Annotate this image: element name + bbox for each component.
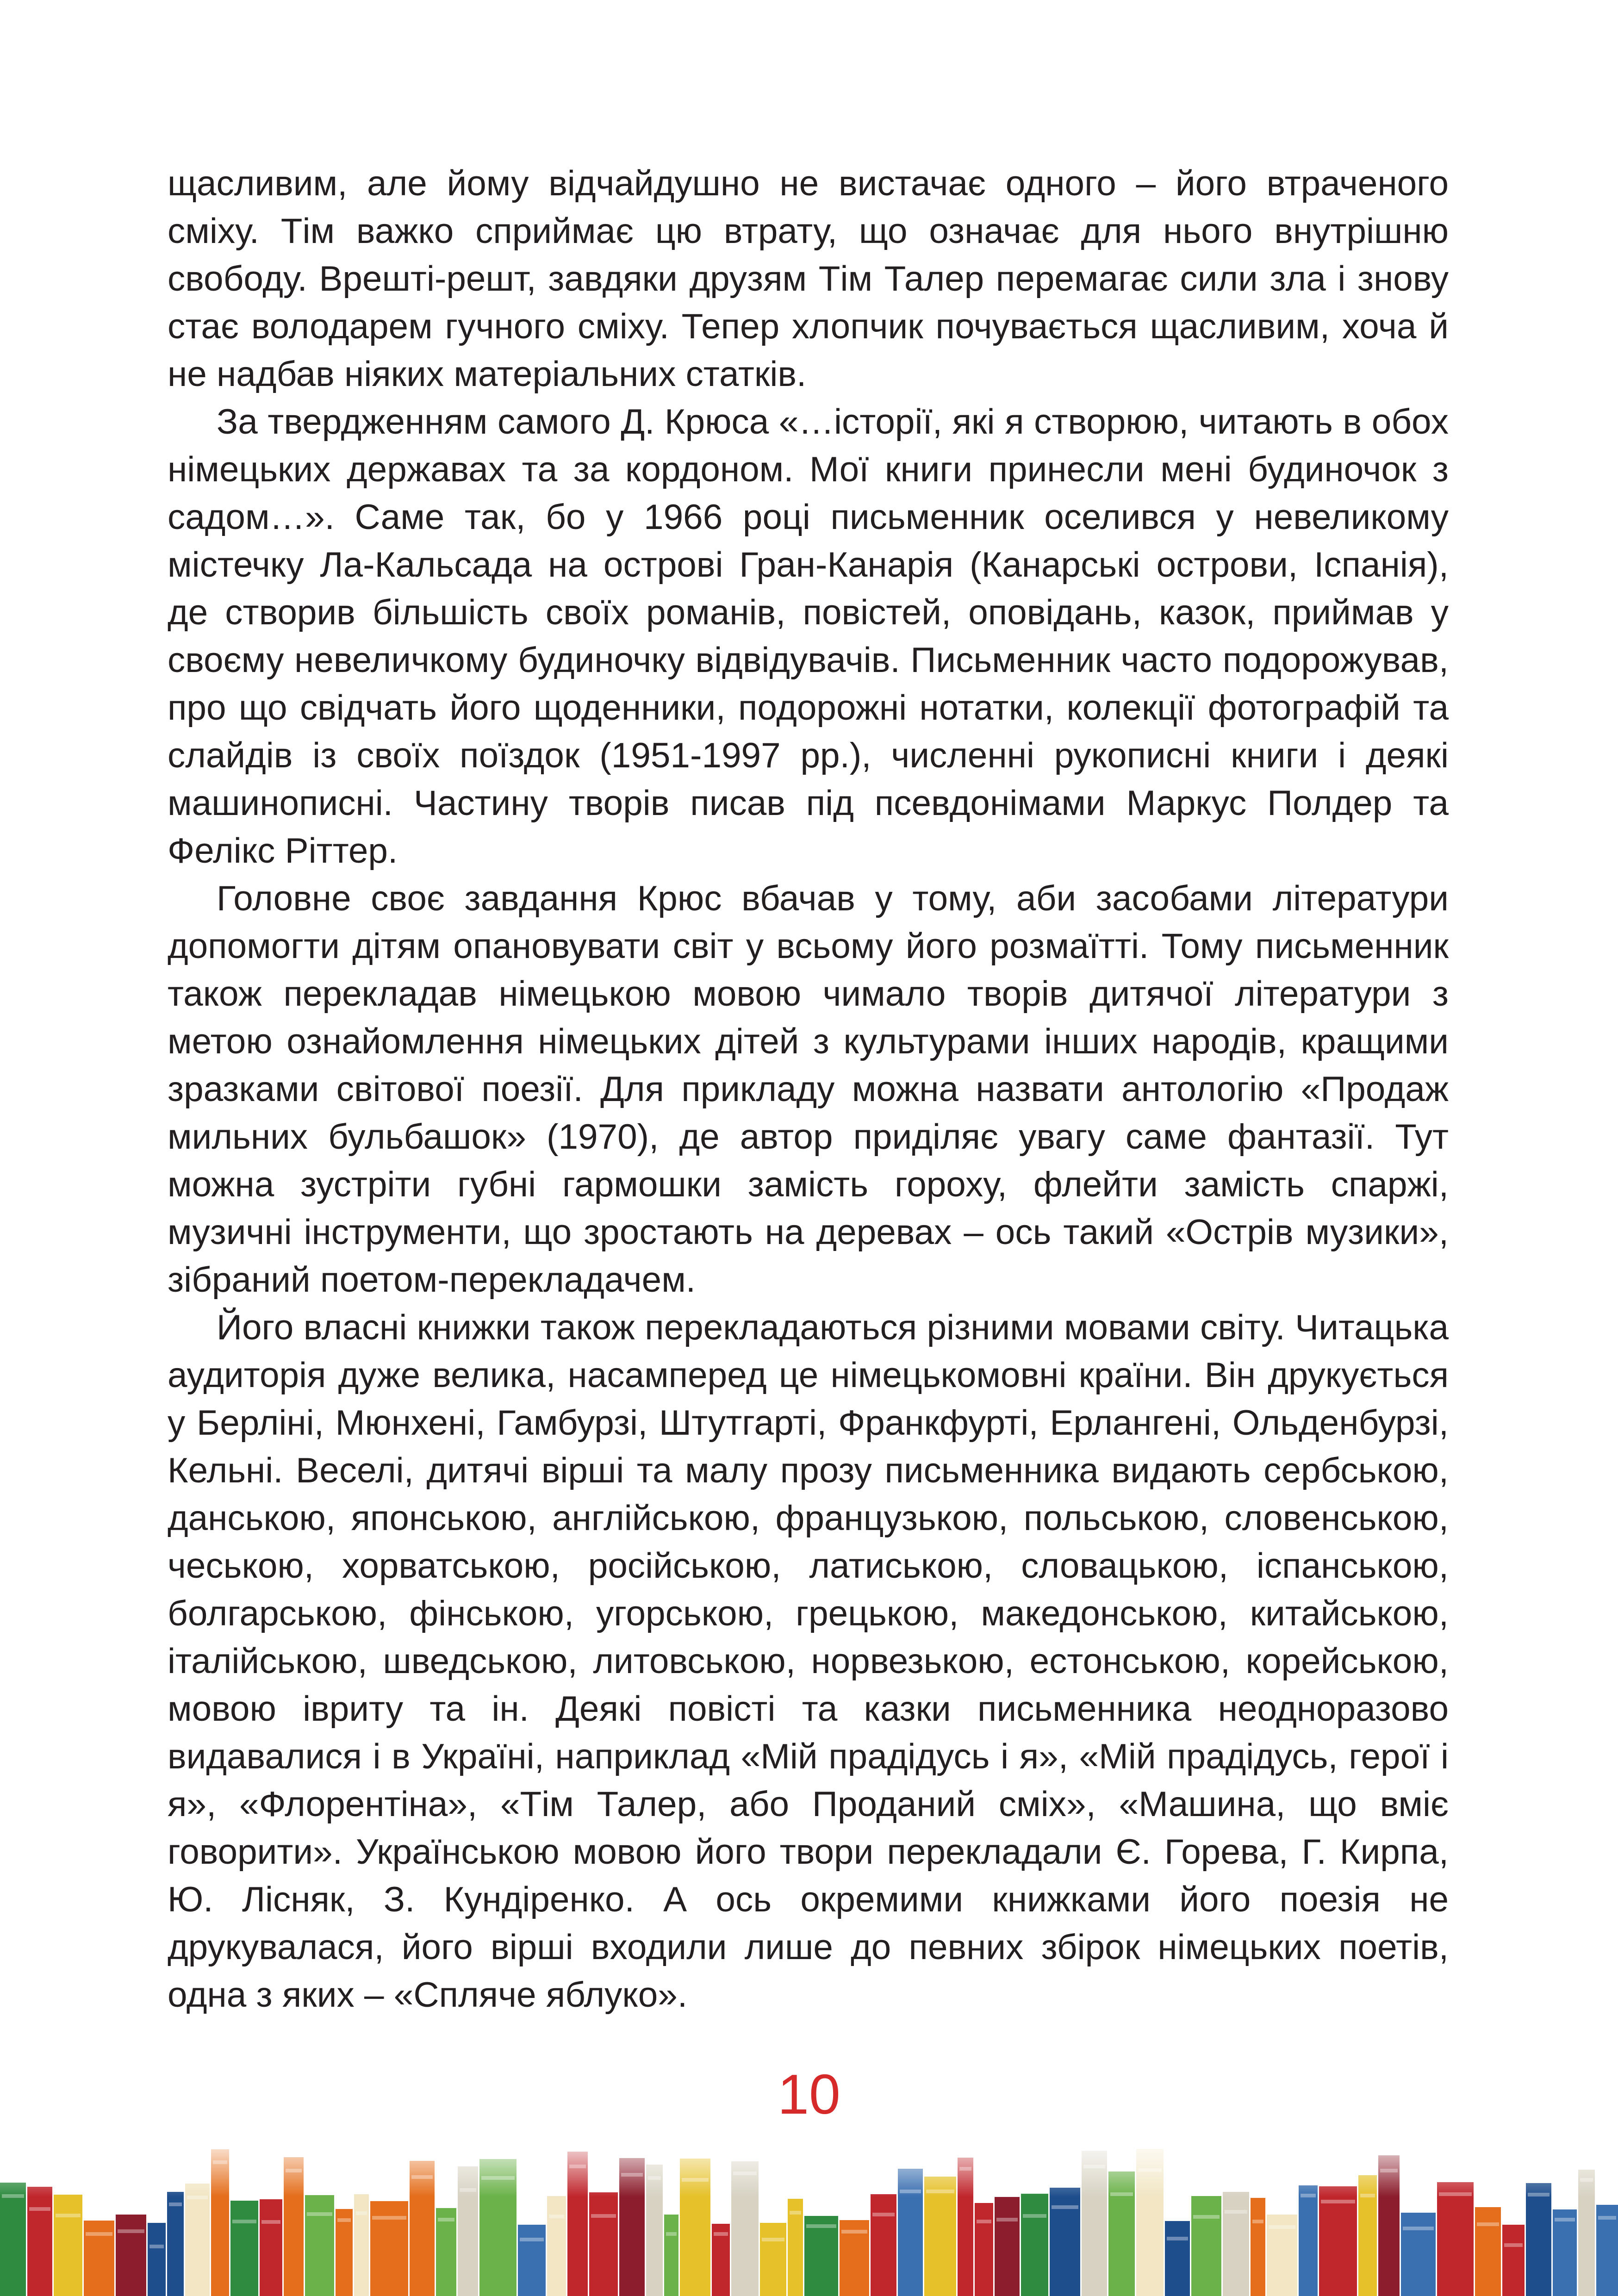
paragraph-3: Головне своє завдання Крюс вбачав у тому, аби засобами літератури допомогти дітям опановувати світ у всьому його розмаїтті. Тому письменник також перекладав німецькою мовою чимало творів дитячої літератури з метою ознайомлення німецьких дітей з культурами інших народів, кращими зразками світової поезії. Для прикладу можна назвати антологію «Продаж мильних бульбашок» (1970), де автор приділяє увагу саме фантазії. Тут можна зустріти губні гармошки замість гороху, флейти замість спаржі, музичні інструменти, що зростають на деревах – ось такий «Острів музики», зібраний поетом-перекладачем.: [168, 879, 1449, 1300]
bookshelf-decoration: [0, 2143, 1618, 2296]
paragraph-1: щасливим, але йому відчайдушно не вистачає одного – його втраченого сміху. Тім важко сприймає цю втрату, що означає для нього внутрішню свободу. Врешті-решт, завдяки друзям Тім Талер перемагає сили зла і знову стає володарем гучного сміху. Тепер хлопчик почувається щасливим, хоча й не надбав ніяких матеріальних статків.: [168, 164, 1449, 394]
paragraph-2: За твердженням самого Д. Крюса «…історії, які я створюю, читають в обох німецьких державах та за кордоном. Мої книги принесли мені будиночок з садом…». Саме так, бо у 1966 році письменник оселився у невеликому містечку Ла-Кальсада на острові Гран-Канарія (Канарські острови, Іспанія), де створив більшість своїх романів, повістей, оповідань, казок, приймав у своєму невеличкому будиночку відвідувачів. Письменник часто подорожував, про що свідчать його щоденники, подорожні нотатки, колекції фотографій та слайдів із своїх поїздок (1951-1997 рр.), численні рукописні книги і деякі машинописні. Частину творів писав під псевдонімами Маркус Полдер та Фелікс Ріттер.: [168, 402, 1449, 871]
shelf-fade: [0, 2143, 1618, 2296]
body-text: [168, 160, 1449, 2019]
page-number: 10: [778, 2063, 840, 2126]
paragraph-4: Його власні книжки також перекладаються різними мовами світу. Читацька аудиторія дуже велика, насамперед це німецькомовні країни. Він друкується у Берліні, Мюнхені, Гамбурзі, Штутгарті, Франкфурті, Ерлангені, Ольденбурзі, Кельні. Веселі, дитячі вірші та малу прозу письменника видають сербською, данською, японською, англійською, французькою, польською, словенською, чеською, хорватською, російською, латиською, словацькою, іспанською, болгарською, фінською, угорською, грецькою, македонською, китайською, італійською, шведською, литовською, норвезькою, естонською, корейською, мовою івриту та ін. Деякі повісті та казки письменника неодноразово видавалися і в Україні, наприклад «Мій прадідусь і я», «Мій прадідусь, герої і я», «Флорентіна», «Тім Талер, або Проданий сміх», «Машина, що вміє говорити». Українською мовою його твори перекладали Є. Горева, Г. Кирпа, Ю. Лісняк, З. Кундіренко. А ось окремими книжками його поезія не друкувалася, його вірші входили лише до певних збірок німецьких поетів, одна з яких – «Спляче яблуко».: [168, 1308, 1449, 2015]
